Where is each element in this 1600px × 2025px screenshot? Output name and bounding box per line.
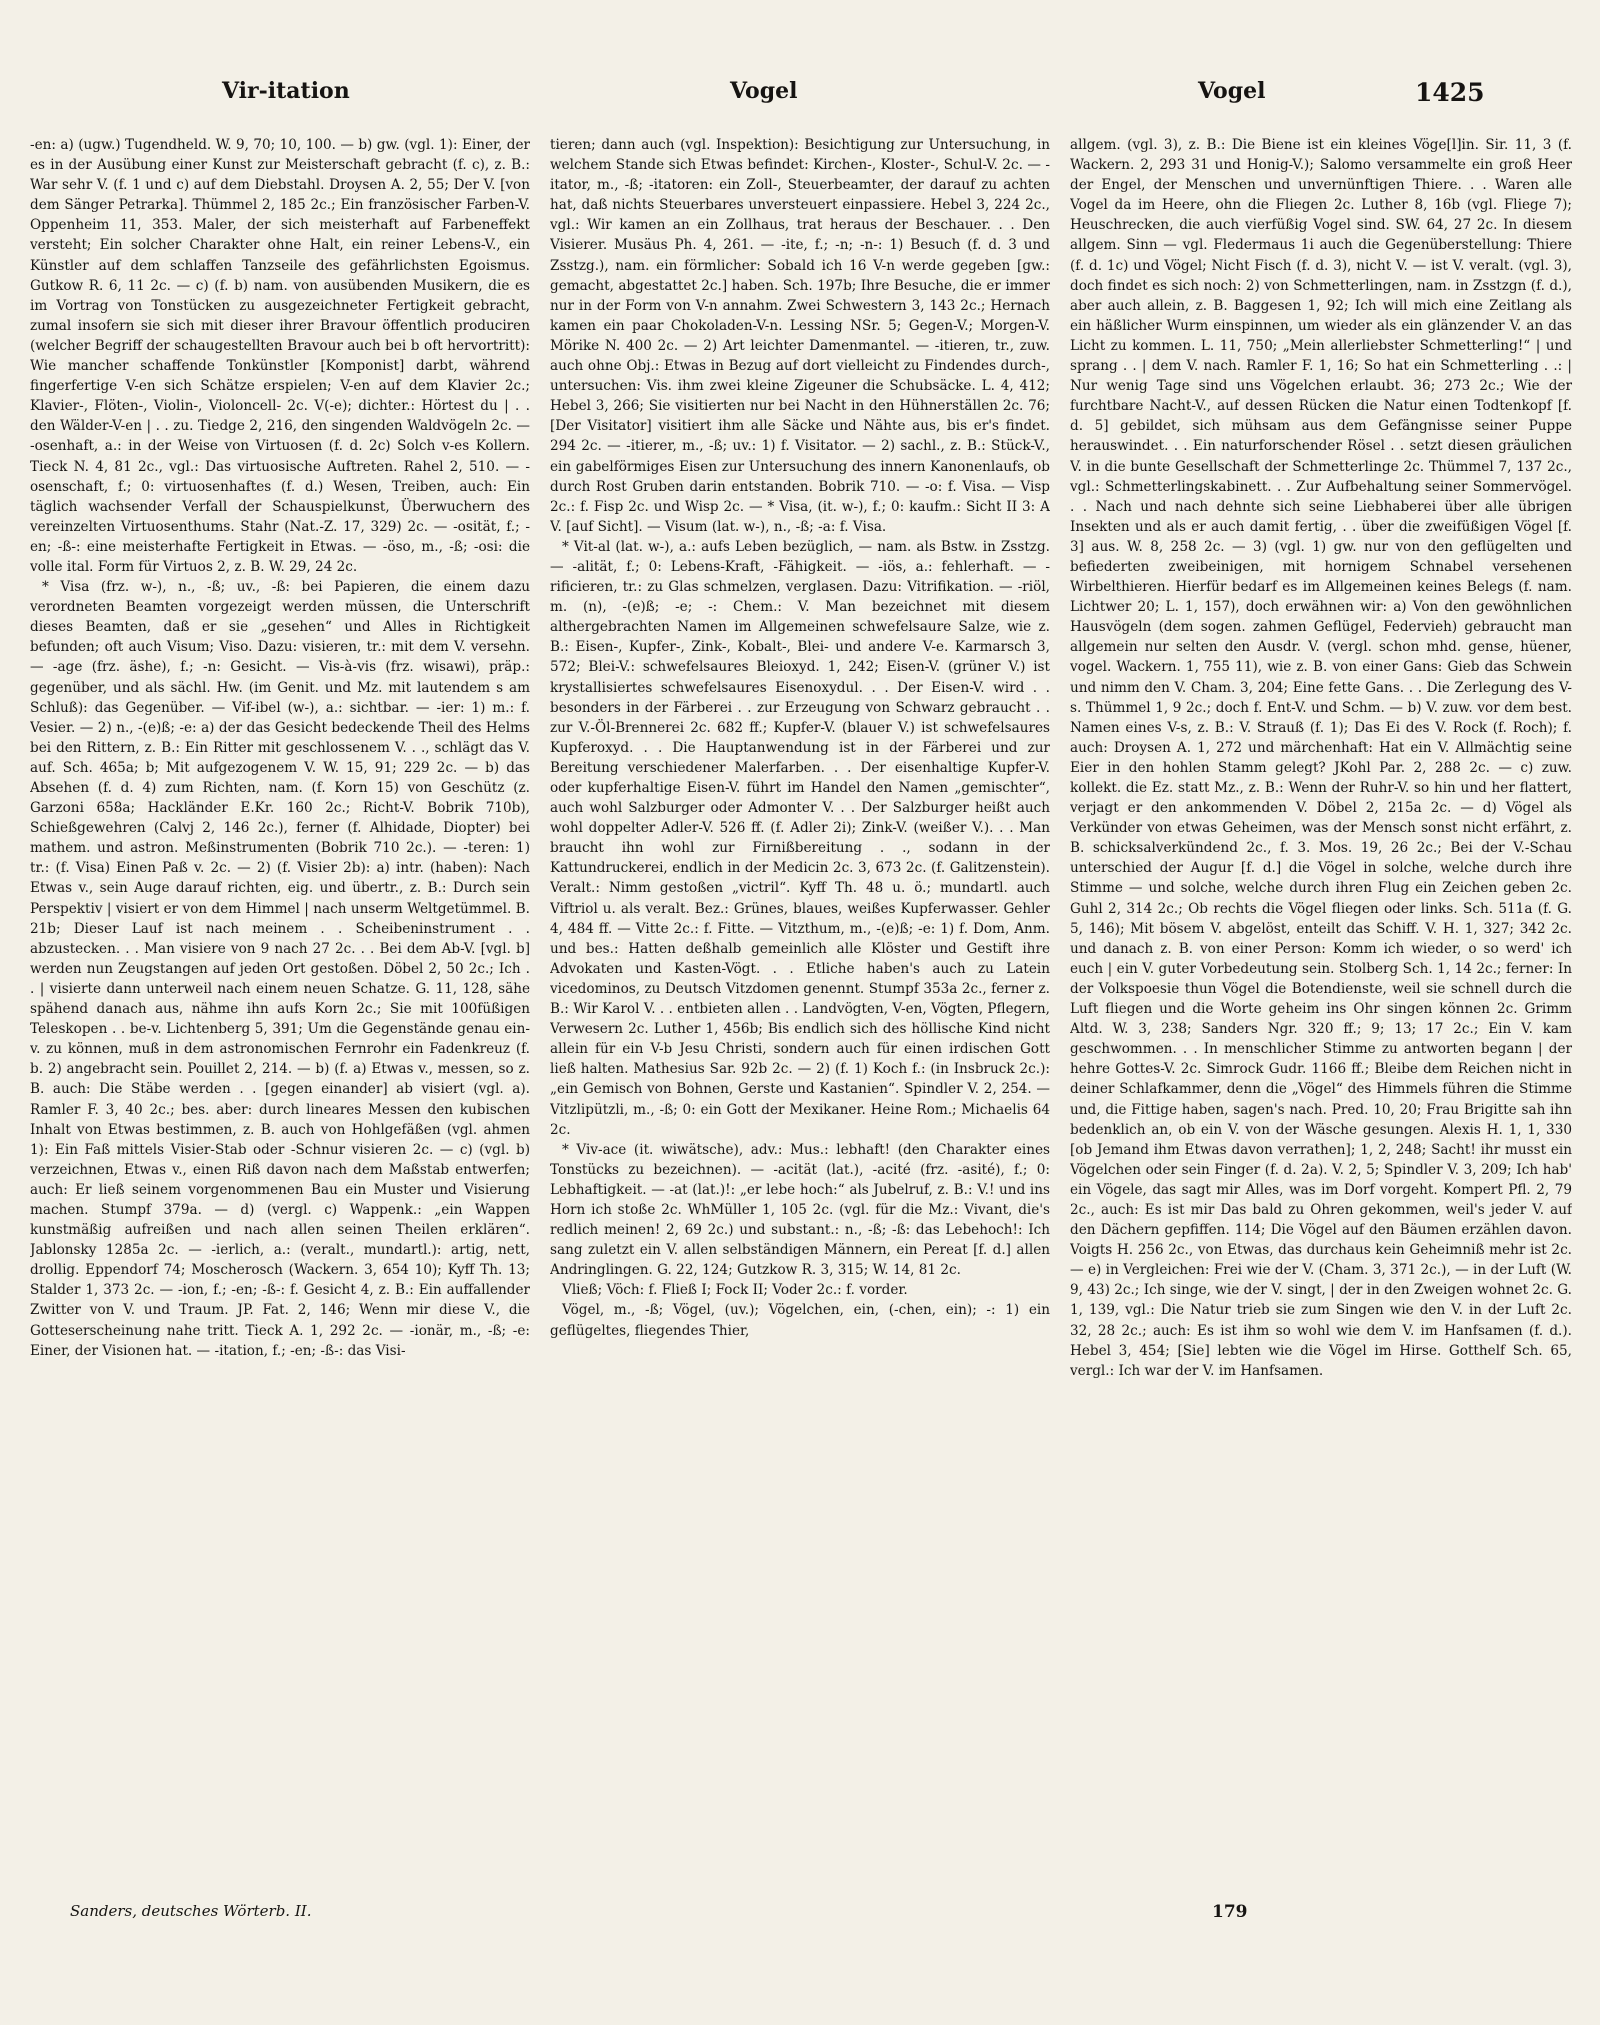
header-right-catchword: Vogel	[1198, 78, 1266, 104]
header-left-catchword: Vir-itation	[222, 78, 350, 104]
entry-paragraph: -en: a) (ugw.) Tugendheld. W. 9, 70; 10, 100. — b) gw. (vgl. 1): Einer, der es in der Ausübung einer Kunst zur Meisterschaft gebracht (f. c), z. B.: War sehr V. (f. 1 und c) auf dem Diebstahl. Droysen A. 2, 55; Der V. [von dem Sänger Petrarka]. Thümmel 2, 185 2c.; Ein französischer Farben-V. Oppenheim 11, 353. Maler, der sich meisterhaft auf Farbeneffekt versteht; Ein solcher Charakter ohne Halt, ein reiner Lebens-V., ein Künstler auf dem schlaffen Tanzseile des gefährlichsten Egoismus. Gutkow R. 6, 11 2c. — c) (f. b) nam. von ausübenden Musikern, die es im Vortrag von Tonstücken zu ausgezeichneter Fertigkeit gebracht, zumal insofern sie sich mit dieser ihrer Bravour öffentlich produciren (welcher Begriff der schaugestellten Bravour auch bei b oft hervortritt): Wie mancher schaffende Tonkünstler [Komponist] darbt, während fingerfertige V-en sich Schätze erspielen; V-en auf dem Klavier 2c.; Klavier-, Flöten-, Violin-, Violoncell- 2c. V(-e); dichter.: Hörtest du | . . den Wälder-V-en | . . zu. Tiedge 2, 216, den singenden Waldvögeln 2c. — -osenhaft, a.: in der Weise von Virtuosen (f. d. 2c) Solch v-es Kollern. Tieck N. 4, 81 2c., vgl.: Das virtuosische Auftreten. Rahel 2, 510. — -osenschaft, f.; 0: virtuosenhaftes (f. d.) Wesen, Treiben, auch: Ein täglich wachsender Verfall der Schauspielkunst, Überwuchern des vereinzelten Virtuosenthums. Stahr (Nat.-Z. 17, 329) 2c. — -osität, f.; -en; -ß-: eine meisterhafte Fertigkeit in Etwas. — -öso, m., -ß; -osi: die volle ital. Form für Virtuos 2, z. B. W. 29, 24 2c.	[30, 137, 530, 575]
page-footer	[30, 1902, 1570, 1932]
entry-paragraph: Vließ; Vöch: f. Fließ I; Fock II; Voder 2c.: f. vorder.	[562, 1282, 908, 1299]
column-left	[30, 135, 530, 1900]
header-middle-catchword: Vogel	[730, 78, 798, 104]
column-middle	[550, 135, 1050, 1900]
entry-paragraph: Vögel, m., -ß; Vögel, (uv.); Vögelchen, ein, (-chen, ein); -: 1) ein geflügeltes, fliegendes Thier,	[550, 1302, 1050, 1339]
footer-title: Sanders, deutsches Wörterb. II.	[70, 1902, 312, 1920]
entry-paragraph: * Vit-al (lat. w-), a.: aufs Leben bezüglich, — nam. als Bstw. in Zsstzg. — -alität, f.; 0: Lebens-Kraft, -Fähigkeit. — -iös, a.: fehlerhaft. — -rificieren, tr.: zu Glas schmelzen, verglasen. Dazu: Vitrifikation. — -riöl, m. (n), -(e)ß; -e; -: Chem.: V. Man bezeichnet mit diesem althergebrachten Namen im Allgemeinen schwefelsaure Salze, wie z. B.: Eisen-, Kupfer-, Zink-, Kobalt-, Blei- und andere V-e. Karmarsch 3, 572; Blei-V.: schwefelsaures Bleioxyd. 1, 242; Eisen-V. (grüner V.) ist krystallisiertes schwefelsaures Eisenoxydul. . . Der Eisen-V. wird . . besonders in der Färberei . . zur Erzeugung von Schwarz gebraucht . . zur V.-Öl-Brennerei 2c. 682 ff.; Kupfer-V. (blauer V.) ist schwefelsaures Kupferoxyd. . . Die Hauptanwendung ist in der Färberei und zur Bereitung verschiedener Malerfarben. . . Der eisenhaltige Kupfer-V. oder kupferhaltige Eisen-V. führt im Handel den Namen „gemischter“, auch wohl Salzburger oder Admonter V. . . Der Salzburger heißt auch wohl doppelter Adler-V. 526 ff. (f. Adler 2i); Zink-V. (weißer V.). . . Man braucht ihn wohl zur Firnißbereitung . ., sodann in der Kattundruckerei, endlich in der Medicin 2c. 3, 673 2c. (f. Galitzenstein). Veralt.: Nimm gestoßen „victril“. Kyff Th. 48 u. ö.; mundartl. auch Viftriol u. als veralt. Bez.: Grünes, blaues, weißes Kupferwasser. Gehler 4, 484 ff. — Vitte 2c.: f. Fitte. — Vitzthum, m., -(e)ß; -e: 1) f. Dom, Anm. und bes.: Hatten deßhalb gemeinlich alle Klöster und Gestift ihre Advokaten und Kasten-Vögt. . . Etliche haben's auch zu Latein vicedominos, zu Deutsch Vitzdomen genennt. Stumpf 353a 2c., ferner z. B.: Wir Karol V. . . entbieten allen . . Landvögten, V-en, Vögten, Pflegern, Verwesern 2c. Luther 1, 456b; Bis endlich sich des höllische Kind nicht allein für ein V-b Jesu Christi, sondern auch für einen irdischen Gott ließ halten. Mathesius Sar. 92b 2c. — 2) (f. 1) Koch f.: (in Insbruck 2c.): „ein Gemisch von Bohnen, Gerste und Kastanien“. Spindler V. 2, 254. — Vitzlipützli, m., -ß; 0: ein Gott der Mexikaner. Heine Rom.; Michaelis 64 2c.	[550, 538, 1050, 1138]
page-number: 1425	[1415, 78, 1485, 107]
entry-paragraph: * Visa (frz. w-), n., -ß; uv., -ß: bei Papieren, die einem dazu verordneten Beamten vorgezeigt werden müssen, die Unterschrift dieses Beamten, daß er sie „gesehen“ und Alles in Richtigkeit befunden; oft auch Visum; Viso. Dazu: visieren, tr.: mit dem V. versehn. — -age (frz. äshe), f.; -n: Gesicht. — Vis-à-vis (frz. wisawi), präp.: gegenüber, und als sächl. Hw. (im Genit. und Mz. mit lautendem s am Schluß): das Gegenüber. — Vif-ibel (w-), a.: sichtbar. — -ier: 1) m.: f. Vesier. — 2) n., -(e)ß; -e: a) der das Gesicht bedeckende Theil des Helms bei den Rittern, z. B.: Ein Ritter mit geschlossenem V. . ., schlägt das V. auf. Sch. 465a; b; Mit aufgezogenem V. W. 15, 91; 229 2c. — b) das Absehen (f. d. 4) zum Richten, nam. (f. Korn 15) von Geschütz (z. Garzoni 658a; Hackländer E.Kr. 160 2c.; Richt-V. Bobrik 710b), Schießgewehren (Calvj 2, 146 2c.), ferner (f. Alhidade, Diopter) bei mathem. und astron. Meßinstrumenten (Bobrik 710 2c.). — -teren: 1) tr.: (f. Visa) Einen Paß v. 2c. — 2) (f. Visier 2b): a) intr. (haben): Nach Etwas v., sein Auge darauf richten, eig. und übertr., z. B.: Durch sein Perspektiv | visiert er von dem Himmel | nach unserm Weltgetümmel. B. 21b; Dieser Lauf ist nach meinem . . Scheibeninstrument . . abzustecken. . . Man visiere von 9 nach 27 2c. . . Bei dem Ab-V. [vgl. b] werden nun Zeugstangen auf jeden Ort gestoßen. Döbel 2, 50 2c.; Ich . . | visierte dann unterweil nach einem neuen Schatze. G. 11, 128, sähe spähend danach aus, nähme ihn aufs Korn 2c.; Sie mit 100füßigen Teleskopen . . be-v. Lichtenberg 5, 391; Um die Gegenstände genau ein-v. zu können, muß in dem astronomischen Fernrohr ein Fadenkreuz (f. b. 2) angebracht sein. Pouillet 2, 214. — b) (f. a) Etwas v., messen, so z. B. auch: Die Stäbe werden . . [gegen einander] ab visiert (vgl. a). Ramler F. 3, 40 2c.; bes. aber: durch lineares Messen den kubischen Inhalt von Etwas bestimmen, z. B. auch von Hohlgefäßen (vgl. ahmen 1): Ein Faß mittels Visier-Stab oder -Schnur visieren 2c. — c) (vgl. b) verzeichnen, Etwas v., einen Riß davon nach dem Maßstab entwerfen; auch: Er ließ seinem vorgenommenen Bau ein Muster und Visierung machen. Stumpf 379a. — d) (vergl. c) Wappenk.: „ein Wappen kunstmäßig aufreißen und nach allen seinen Theilen erklären“. Jablonsky 1285a 2c. — -ierlich, a.: (veralt., mundartl.): artig, nett, drollig. Eppendorf 74; Moscherosch (Wackern. 3, 654 10); Kyff Th. 13; Stalder 1, 373 2c. — -ion, f.; -en; -ß-: f. Gesicht 4, z. B.: Ein auffallender Zwitter von V. und Traum. JP. Fat. 2, 146; Wenn mir diese V., die Gotteserscheinung nahe tritt. Tieck A. 1, 292 2c. — -ionär, m., -ß; -e: Einer, der Visionen hat. — -itation, f.; -en; -ß-: das Visi-	[30, 579, 530, 1359]
column-right	[1070, 135, 1572, 1900]
signature-mark: 179	[1212, 1902, 1248, 1922]
entry-paragraph: * Viv-ace (it. wiwätsche), adv.: Mus.: lebhaft! (den Charakter eines Tonstücks zu bezeichnen). — -acität (lat.), -acité (frz. -asité), f.; 0: Lebhaftigkeit. — -at (lat.)!: „er lebe hoch:“ als Jubelruf, z. B.: V.! und ins Horn ich stoße 2c. WhMüller 1, 105 2c. (vgl. für die Mz.: Vivant, die's redlich meinen! 2, 69 2c.) und substant.: n., -ß; -ß: das Lebehoch!: Ich sang zuletzt ein V. allen selbständigen Männern, ein Pereat [f. d.] allen Andringlingen. G. 22, 124; Gutzkow R. 3, 315; W. 14, 81 2c.	[550, 1141, 1050, 1279]
running-header	[30, 78, 1570, 118]
entry-paragraph: tieren; dann auch (vgl. Inspektion): Besichtigung zur Untersuchung, in welchem Stande sich Etwas befindet: Kirchen-, Kloster-, Schul-V. 2c. — -itator, m., -ß; -itatoren: ein Zoll-, Steuerbeamter, der darauf zu achten hat, daß nichts Steuerbares unversteuert einpassiere. Hebel 3, 224 2c., vgl.: Wir kamen an ein Zollhaus, trat heraus der Beschauer. . . Den Visierer. Musäus Ph. 4, 261. — -ite, f.; -n; -n-: 1) Besuch (f. d. 3 und Zsstzg.), nam. ein förmlicher: Sobald ich 16 V-n werde gegeben [gw.: gemacht, abgestattet 2c.] haben. Sch. 197b; Ihre Besuche, die er immer nur in der Form von V-n annahm. Zwei Schwestern 3, 143 2c.; Hernach kamen ein paar Chokoladen-V-n. Lessing NSr. 5; Gegen-V.; Morgen-V. Mörike N. 400 2c. — 2) Art leichter Damenmantel. — -itieren, tr., zuw. auch ohne Obj.: Etwas in Bezug auf dort vielleicht zu Findendes durch-, untersuchen: Vis. ihm zwei kleine Zigeuner die Schubsäcke. L. 4, 412; Hebel 3, 266; Sie visitierten nur bei Nacht in den Hühnerställen 2c. 76; [Der Visitator] visitiert ihm alle Säcke und Nähte aus, bis er's findet. 294 2c. — -itierer, m., -ß; uv.: 1) f. Visitator. — 2) sachl., z. B.: Stück-V., ein gabelförmiges Eisen zur Untersuchung des innern Kanonenlaufs, ob durch Rost Gruben darin entstanden. Bobrik 710. — -o: f. Visa. — Visp 2c.: f. Fisp 2c. und Wisp 2c. — * Visa, (it. w-), f.; 0: kaufm.: Sicht II 3: A V. [auf Sicht]. — Visum (lat. w-), n., -ß; -a: f. Visa.	[550, 137, 1050, 535]
entry-paragraph: allgem. (vgl. 3), z. B.: Die Biene ist ein kleines Vöge[l]in. Sir. 11, 3 (f. Wackern. 2, 293 31 und Honig-V.); Salomo versammelte ein groß Heer der Engel, der Menschen und unvernünftigen Thiere. . . Waren alle Vogel da im Heere, ohn die Fliegen 2c. Luther 8, 16b (vgl. Fliege 7); Heuschrecken, die auch vierfüßig Vogel sind. SW. 64, 27 2c. In diesem allgem. Sinn — vgl. Fledermaus 1i auch die Gegenüberstellung: Thiere (f. d. 1c) und Vögel; Nicht Fisch (f. d. 3), nicht V. — ist V. veralt. (vgl. 3), doch findet es sich noch: 2) von Schmetterlingen, nam. in Zsstzgn (f. d.), aber auch allein, z. B. Baggesen 1, 92; Ich will mich eine Zeitlang als ein häßlicher Wurm einspinnen, um wieder als ein glänzender V. an das Licht zu kommen. L. 11, 750; „Mein allerliebster Schmetterling!“ | und sprang . . | dem V. nach. Ramler F. 1, 16; So hat ein Schmetterling . .: | Nur wenig Tage sind uns Vögelchen erlaubt. 36; 273 2c.; Wie der furchtbare Nacht-V., auf dessen Rücken die Natur einen Todtenkopf [f. d. 5] gebildet, sich mühsam aus dem Gefängnisse seiner Puppe herauswindet. . . Ein naturforschender Rösel . . setzt diesen gräulichen V. in die bunte Gesellschaft der Schmetterlinge 2c. Thümmel 7, 137 2c., vgl.: Schmetterlingskabinett. . . Zur Aufbehaltung seiner Sommervögel. . . Nach und nach dehnte sich seine Liebhaberei über alle übrigen Insekten und als er auch damit fertig, . . über die zweifüßigen Vögel [f. 3] aus. W. 8, 258 2c. — 3) (vgl. 1) gw. nur von den geflügelten und befiederten zweibeinigen, mit hornigem Schnabel versehenen Wirbelthieren. Hierfür bedarf es im Allgemeinen keines Belegs (f. nam. Lichtwer 20; L. 1, 157), doch erwähnen wir: a) Von den gewöhnlichen Hausvögeln (dem sogen. zahmen Geflügel, Federvieh) gebraucht man allgemein nur selten den Ausdr. V. (vergl. schon mhd. gense, hüener, vogel. Wackern. 1, 755 11), wie z. B. von einer Gans: Gieb das Schwein und nimm den V. Cham. 3, 204; Eine fette Gans. . . Die Zerlegung des V-s. Thümmel 1, 9 2c.; doch f. Ent-V. und Schm. — b) V. zuw. vor dem best. Namen eines V-s, z. B.: V. Strauß (f. 1); Das Ei des V. Rock (f. Roch); f. auch: Droysen A. 1, 272 und märchenhaft: Hat ein V. Allmächtig seine Eier in den hohlen Stamm gelegt? JKohl Par. 2, 288 2c. — c) zuw. kollekt. die Ez. statt Mz., z. B.: Wenn der Ruhr-V. so hin und her flattert, verjagt er den ankommenden V. Döbel 2, 215a 2c. — d) Vögel als Verkünder von etwas Geheimen, was der Mensch sonst nicht erfährt, z. B. schicksalverkündend 2c., f. 3. Mos. 19, 26 2c.; Bei der V.-Schau unterschied der Augur [f. d.] die Vögel in solche, welche durch ihre Stimme — und solche, welche durch ihren Flug ein Zeichen geben 2c. Guhl 2, 314 2c.; Ob rechts die Vögel fliegen oder links. Sch. 511a (f. G. 5, 146); Mit bösem V. abgelöst, enteilt das Schiff. V. H. 1, 327; 342 2c. und danach z. B. von einer Person: Komm ich wieder, o so werd' ich euch | ein V. guter Vorbedeutung sein. Stolberg Sch. 1, 14 2c.; ferner: In der Volkspoesie thun Vögel die Botendienste, weil sie schnell durch die Luft fliegen und die Worte geheim ins Ohr singen können 2c. Grimm Altd. W. 3, 238; Sanders Ngr. 320 ff.; 9; 13; 17 2c.; Ein V. kam geschwommen. . . In menschlicher Stimme zu antworten begann | der hehre Gottes-V. 2c. Simrock Gudr. 1166 ff.; Bleibe dem Reichen nicht in deiner Schlafkammer, denn die „Vögel“ des Himmels führen die Stimme und, die Fittige haben, sagen's nach. Pred. 10, 20; Frau Brigitte sah ihn bedenklich an, ob ein V. von der Wäsche gesungen. Alexis H. 1, 1, 330 [ob Jemand ihm Etwas davon verrathen]; 1, 2, 248; Sacht! ihr musst ein Vögelchen oder sein Finger (f. d. 2a). V. 2, 5; Spindler V. 3, 209; Ich hab' ein Vögele, das sagt mir Alles, was im Dorf vorgeht. Kompert Pfl. 2, 79 2c., auch: Es ist mir Das bald zu Ohren gekommen, weil's jeder V. auf den Dächern gepfiffen. 114; Die Vögel auf den Bäumen erzählen davon. Voigts H. 256 2c., von Etwas, das durchaus kein Geheimniß mehr ist 2c. — e) in Vergleichen: Frei wie der V. (Cham. 3, 371 2c.), — in der Luft (W. 9, 43) 2c.; Ich singe, wie der V. singt, | der in den Zweigen wohnet 2c. G. 1, 139, vgl.: Die Natur trieb sie zum Singen wie den V. in der Luft 2c. 32, 28 2c.; auch: Es ist ihm so wohl wie dem V. im Hanfsamen (f. d.). Hebel 3, 454; [Sie] lebten wie die Vögel im Hirse. Gotthelf Sch. 65, vergl.: Ich war der V. im Hanfsamen.	[1070, 137, 1572, 1379]
